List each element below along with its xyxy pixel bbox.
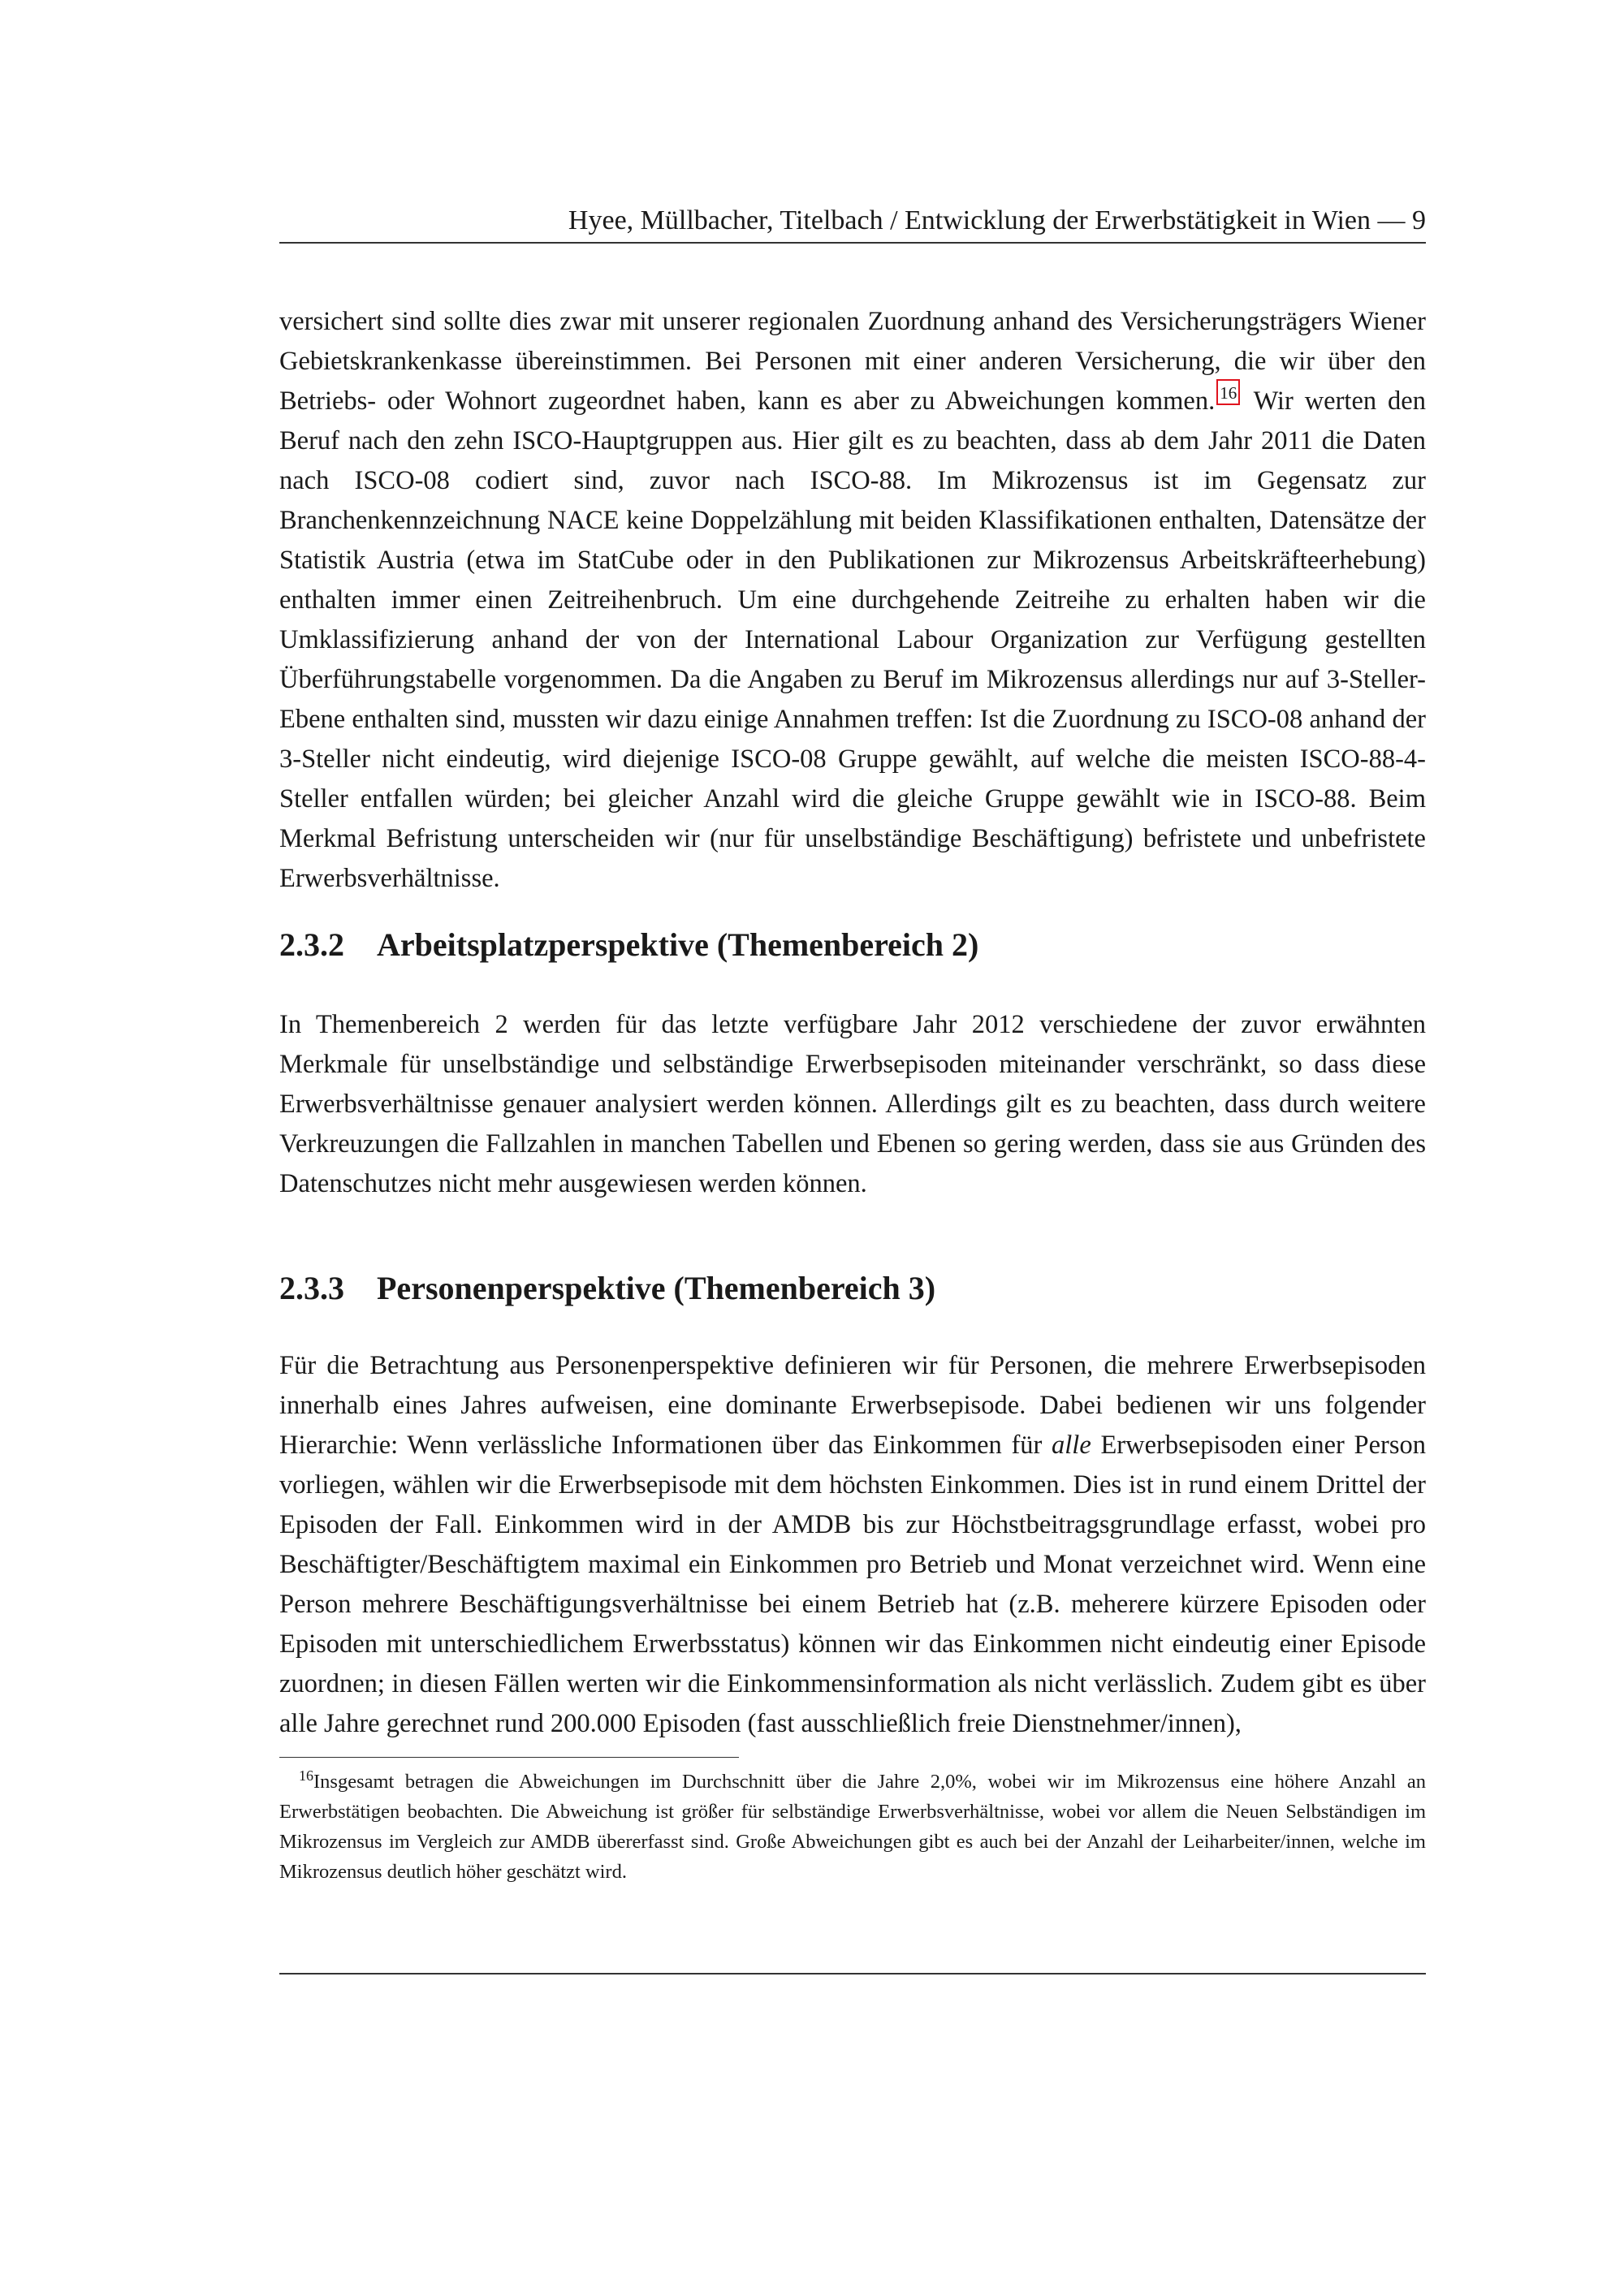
paragraph-part-a: Für die Betrachtung aus Personenperspektive definieren wir für Personen, die mehrere Erwerbsepisoden innerhalb eines Jahres aufweisen, eine dominante Erwerbsepisode. Dabei bedienen wir uns folgender Hierarchie: Wenn verlässliche Informationen über das Einkommen für	[279, 1351, 1426, 1460]
footnote-mark: 16	[299, 1767, 313, 1784]
running-head: Hyee, Müllbacher, Titelbach / Entwicklung der Erwerbstätigkeit in Wien — 9	[568, 205, 1426, 235]
paragraph-section-2-3-3	[279, 1346, 1426, 1744]
section-number: 2.3.3	[279, 1270, 344, 1306]
header-rule	[279, 242, 1426, 244]
document-page	[279, 0, 1426, 2296]
emphasis-alle: alle	[1052, 1431, 1091, 1460]
section-title: Arbeitsplatzperspektive (Themenbereich 2)	[377, 926, 979, 963]
footer-rule	[279, 1973, 1426, 1974]
footnote-text: Insgesamt betragen die Abweichungen im Durchschnitt über die Jahre 2,0%, wobei wir im Mikrozensus eine höhere Anzahl an Erwerbstätigen beobachten. Die Abweichung ist größer für selbständige Erwerbsverhältnisse, wobei vor allem die Neuen Selbständigen im Mikrozensus im Vergleich zur AMDB übererfasst sind. Große Abweichungen gibt es auch bei der Anzahl der Leiharbeiter/innen, welche im Mikrozensus deutlich höher geschätzt wird.	[279, 1771, 1426, 1883]
section-2-3-3-heading	[279, 1269, 1426, 1308]
section-2-3-2-heading	[279, 926, 1426, 965]
paragraph-part-b: Erwerbsepisoden einer Person vorliegen, wählen wir die Erwerbsepisode mit dem höchsten Einkommen. Dies ist in rund einem Drittel der Episoden der Fall. Einkommen wird in der AMDB bis zur Höchstbeitragsgrundlage erfasst, wobei pro Beschäftigter/Beschäftigtem maximal ein Einkommen pro Betrieb und Monat verzeichnet wird. Wenn eine Person mehrere Beschäftigungsverhältnisse bei einem Betrieb hat (z.B. meherere kürzere Episoden oder Episoden mit unterschiedlichem Erwerbsstatus) können wir das Einkommen nicht eindeutig einer Episode zuordnen; in diesen Fällen werten wir die Einkommensinformation als nicht verlässlich. Zudem gibt es über alle Jahre gerechnet rund 200.000 Episoden (fast ausschließlich freie Dienstnehmer/innen),	[279, 1431, 1427, 1738]
paragraph-intro-part-b: Wir werten den Beruf nach den zehn ISCO-Hauptgruppen aus. Hier gilt es zu beachten, dass ab dem Jahr 2011 die Daten nach ISCO-08 codiert sind, zuvor nach ISCO-88. Im Mikrozensus ist im Gegensatz zur Branchenkennzeichnung NACE keine Doppelzählung mit beiden Klassifikationen enthalten, Datensätze der Statistik Austria (etwa im StatCube oder in den Publikationen zur Mikrozensus Arbeitskräfteerhebung) enthalten immer einen Zeitreihenbruch. Um eine durchgehende Zeitreihe zu erhalten haben wir die Umklassifizierung anhand der von der International Labour Organization zur Verfügung gestellten Überführungstabelle vorgenommen. Da die Angaben zu Beruf im Mikrozensus allerdings nur auf 3-Steller-Ebene enthalten sind, mussten wir dazu einige Annahmen treffen: Ist die Zuordnung zu ISCO-08 anhand der 3-Steller nicht eindeutig, wird diejenige ISCO-08 Gruppe gewählt, auf welche die meisten ISCO-88-4-Steller entfallen würden; bei gleicher Anzahl wird die gleiche Gruppe gewählt wie in ISCO-88. Beim Merkmal Befristung unterscheiden wir (nur für unselbständige Beschäftigung) befristete und unbefristete Erwerbsverhältnisse.	[279, 386, 1426, 893]
footnote-separator	[279, 1757, 739, 1758]
paragraph-intro-part-a: versichert sind sollte dies zwar mit unserer regionalen Zuordnung anhand des Versicherungsträgers Wiener Gebietskrankenkasse übereinstimmen. Bei Personen mit einer anderen Versicherung, die wir über den Betriebs- oder Wohnort zugeordnet haben, kann es aber zu Abweichungen kommen.	[279, 307, 1426, 416]
footnote-16	[279, 1767, 1426, 1887]
section-number: 2.3.2	[279, 926, 344, 963]
section-title: Personenperspektive (Themenbereich 3)	[377, 1270, 936, 1306]
footnote-reference-link[interactable]: 16	[1216, 379, 1240, 405]
paragraph-intro	[279, 302, 1426, 899]
paragraph-section-2-3-2: In Themenbereich 2 werden für das letzte verfügbare Jahr 2012 verschiedene der zuvor erwähnten Merkmale für unselbständige und selbständige Erwerbsepisoden miteinander verschränkt, so dass diese Erwerbsverhältnisse genauer analysiert werden können. Allerdings gilt es zu beachten, dass durch weitere Verkreuzungen die Fallzahlen in manchen Tabellen und Ebenen so gering werden, dass sie aus Gründen des Datenschutzes nicht mehr ausgewiesen werden können.	[279, 1010, 1426, 1198]
